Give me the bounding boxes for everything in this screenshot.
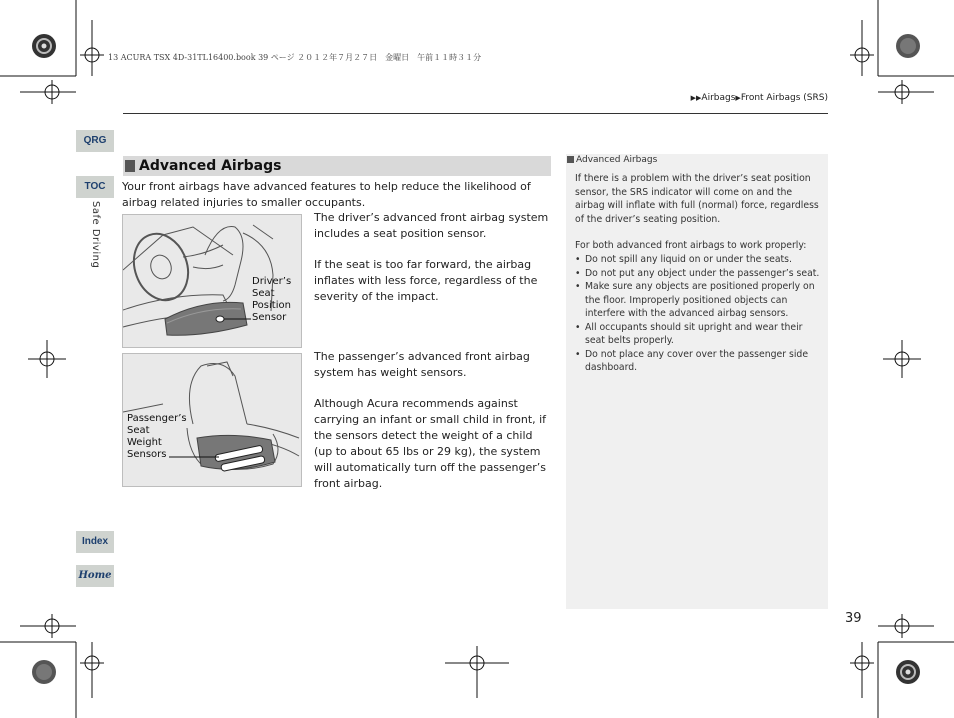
passenger-paragraph-2: Although Acura recommends against carrying an infant or small child in front, if the sensors detect the weight of a child (up to about 65 lbs or 29 kg), the system will automatically turn off the passenger’s front airbag. [314,397,547,490]
passenger-sensor-label: Passenger’s Seat Weight Sensors [127,413,187,460]
breadcrumb-item-front-airbags[interactable]: Front Airbags (SRS) [740,93,828,103]
header-divider [123,113,828,114]
driver-seat-illustration [122,214,302,348]
sidebar-paragraph-2: For both advanced front airbags to work properly: [575,240,807,251]
breadcrumb-arrow-icon: ▶▶ [690,94,702,102]
intro-paragraph: Your front airbags have advanced features to help reduce the likelihood of airbag related injuries to smaller occupants. [122,180,531,209]
passenger-seat-illustration [122,353,302,487]
list-item: • Do not place any cover over the passenger side dashboard. [575,348,825,375]
home-button[interactable] [76,565,114,587]
section-marker-icon [125,160,135,172]
driver-paragraph-2: If the seat is too far forward, the airbag inflates with less force, regardless of the severity of the impact. [314,258,538,303]
qrg-button[interactable]: QRG [76,130,114,152]
breadcrumb-item-airbags[interactable]: Airbags [701,93,736,103]
sidebar-heading: Advanced Airbags [567,155,657,165]
toc-button[interactable]: TOC [76,176,114,198]
sidebar-bullet-list [575,253,825,375]
list-item: • Do not put any object under the passenger’s seat. [575,267,825,281]
passenger-paragraph-1: The passenger’s advanced front airbag system has weight sensors. [314,350,530,379]
driver-sensor-label: Driver’s Seat Position Sensor [252,276,292,323]
driver-paragraph-1: The driver’s advanced front airbag system includes a seat position sensor. [314,211,549,240]
section-title: Advanced Airbags [139,158,282,174]
list-item: • Make sure any objects are positioned properly on the floor. Improperly positioned objects can interfere with the advanced airbag sensors. [575,280,825,321]
sidebar-paragraph-1: If there is a problem with the driver’s seat position sensor, the SRS indicator will come on and the airbag will inflate with full (normal) force, regardless of the driver’s seating position. [575,173,819,225]
home-button-label: Home [78,570,112,581]
index-button[interactable]: Index [76,531,114,553]
note-marker-icon [567,156,574,163]
breadcrumb-arrow-icon: ▶ [735,94,741,102]
book-file-info: 13 ACURA TSX 4D-31TL16400.book 39 ページ ２０１２年７月２７日 金曜日 午前１１時３１分 [108,53,482,62]
page-number: 39 [845,611,862,626]
list-item: • All occupants should sit upright and wear their seat belts properly. [575,321,825,348]
chapter-label: Safe Driving [90,201,101,269]
list-item: • Do not spill any liquid on or under the seats. [575,253,825,267]
breadcrumb [691,93,828,103]
